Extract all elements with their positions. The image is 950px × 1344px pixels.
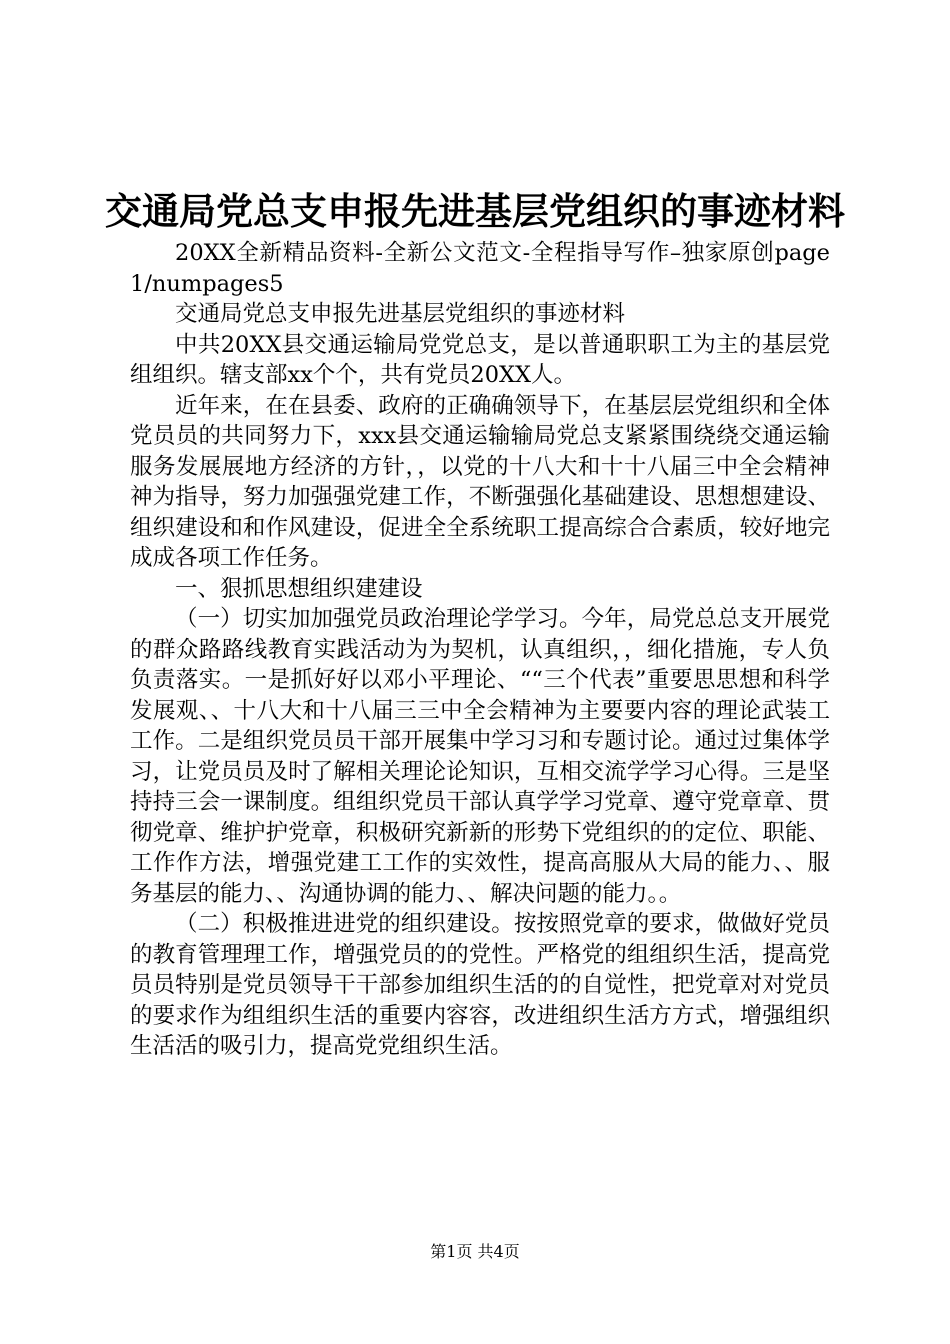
document-body <box>130 238 830 1062</box>
paragraph: 交通局党总支申报先进基层党组织的事迹材料 <box>175 301 626 327</box>
page-footer: 第1页 共4页 <box>430 1242 520 1261</box>
document-title: 交通局党总支申报先进基层党组织的事迹材料 <box>105 189 845 233</box>
paragraph: 近年来，在在县委、政府的正确确领导下，在基层层党组织和全体党员员的共同努力下，xxx县交通运输输局党总支紧紧围绕绕交通运输服务发展展地方经济的方针，，以党的十八大和十十八届三中全会精神神为指导，努力加强强党建工作，不断强强化基础建设、思想想建设、组织建设和和作风建设，促进全全系统职工提高综合合素质，较好地完成成各项工作任务。 <box>130 392 830 571</box>
paragraph: （一）切实加加强党员政治理论学学习。今年，局党总总支开展党的群众路路线教育实践活动为为契机，认真组织，，细化措施，专人负负责落实。一是抓好好以邓小平理论、““三个代表”重要思思想和科学发展观、、十八大和十八届三三中全会精神为主要要内容的理论武装工工作。二是组织党员员干部开展集中学习习和专题讨论。通过过集体学习，让党员员及时了解相关理论论知识，互相交流学学习心得。三是坚持持三会一课制度。组组织党员干部认真学学习党章、遵守党章章、贯彻党章、维护护党章，积极研究新新的形势下党组织的的定位、职能、工作作方法，增强党建工工作的实效性，提高高服从大局的能力、、服务基层的能力、、沟通协调的能力、、解决问题的能力。。 <box>130 606 830 907</box>
section-heading: 一、狠抓思想组织建建设 <box>175 575 423 602</box>
paragraph: 中共20XX县交通运输局党党总支，是以普通职职工为主的基层党组组织。辖支部xx个个，共有党员20XX人。 <box>130 331 830 388</box>
paragraph: （二）积极推进进党的组织建设。按按照党章的要求，做做好党员的教育管理理工作，增强党员的的党性。严格党的组组织生活，提高党员员特别是党员领导干干部参加组织生活的的自觉性，把党章对对党员的要求作为组组织生活的重要内容容，改进组织生活方方式，增强组织生活活的吸引力，提高党党组织生活。 <box>130 911 830 1059</box>
paragraph: 20XX全新精品资料-全新公文范文-全程指导写作–独家原创page1/numpages5 <box>130 240 830 297</box>
